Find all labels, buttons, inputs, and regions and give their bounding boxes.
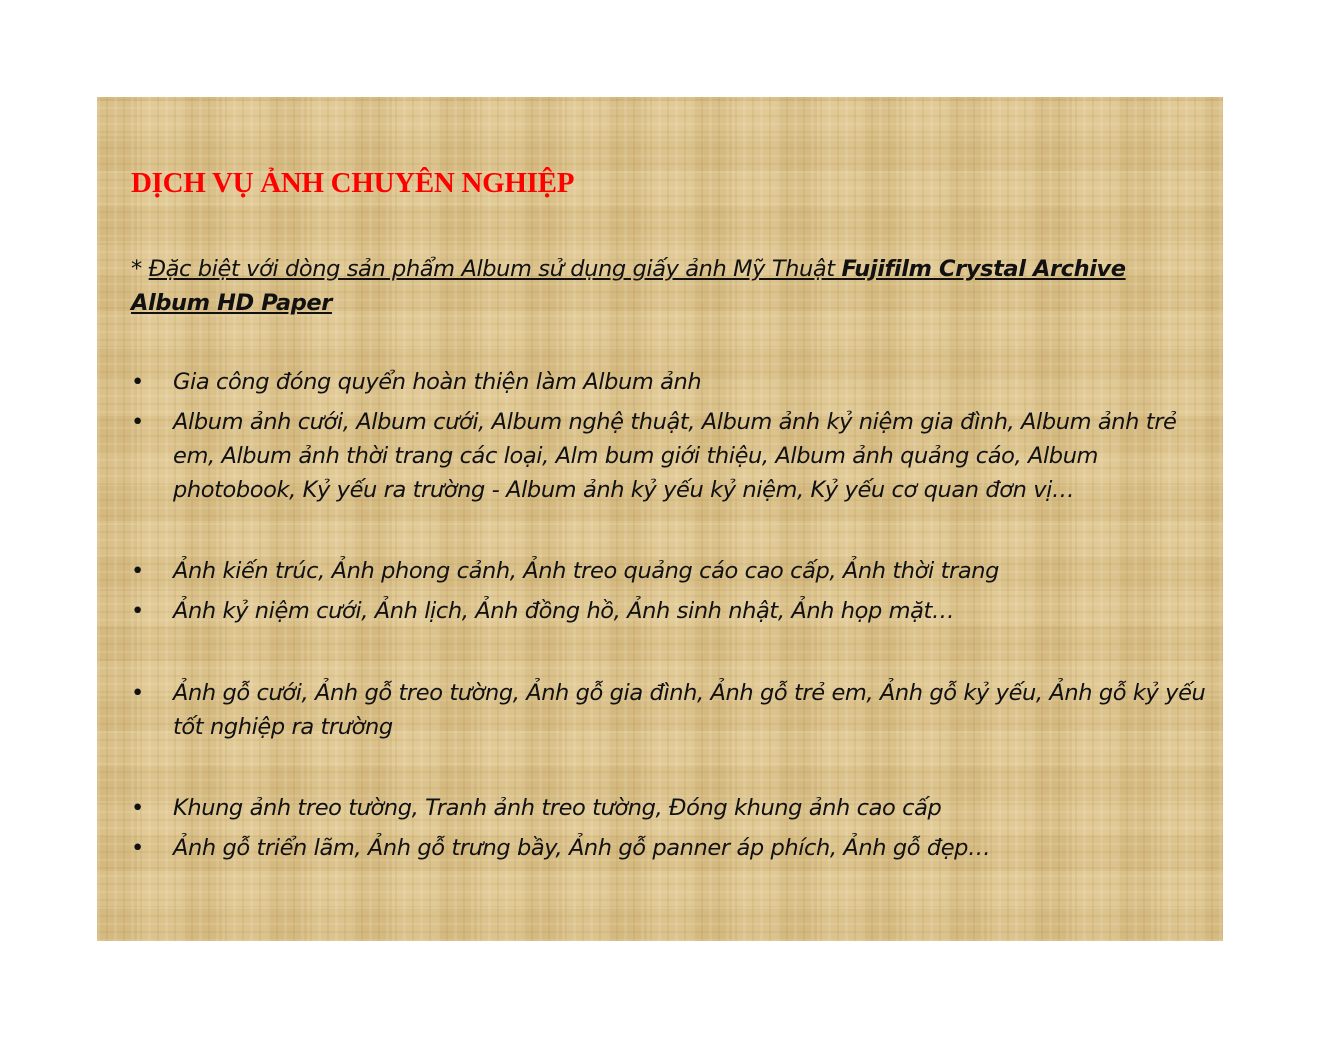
bullet-icon: • (131, 598, 144, 624)
intro-underlined-text: Đặc biệt với dòng sản phẩm Album sử dụng giấy ảnh Mỹ Thuật (148, 256, 842, 282)
list-item-text: Album ảnh cưới, Album cưới, Album nghệ thuật, Album ảnh kỷ niệm gia đình, Album ảnh trẻ em, Album ảnh thời trang các loại, Alm bum giới thiệu, Album ảnh quảng cáo, Album photobook, Kỷ yếu ra trường - Album ảnh kỷ yếu kỷ niệm, Kỷ yếu cơ quan đơn vị… (173, 409, 1177, 503)
bullet-icon: • (131, 795, 144, 821)
list-item-text: Gia công đóng quyển hoàn thiện làm Album ảnh (173, 369, 702, 395)
bullet-icon: • (131, 835, 144, 861)
bullet-icon: • (131, 680, 144, 706)
list-item (131, 365, 1211, 399)
intro-bold-text: Fujifilm Crystal Archive Album HD Paper (131, 256, 1126, 316)
list-item-text: Ảnh gỗ triển lãm, Ảnh gỗ trưng bầy, Ảnh gỗ panner áp phích, Ảnh gỗ đẹp… (173, 835, 991, 861)
list-item (131, 405, 1211, 507)
intro-prefix: * (131, 256, 149, 282)
bullet-icon: • (131, 409, 144, 435)
slide-panel (97, 97, 1223, 941)
bullet-icon: • (131, 558, 144, 584)
list-item-text: Ảnh gỗ cưới, Ảnh gỗ treo tường, Ảnh gỗ gia đình, Ảnh gỗ trẻ em, Ảnh gỗ kỷ yếu, Ảnh gỗ kỷ yếu tốt nghiệp ra trường (173, 680, 1206, 740)
list-item-text: Ảnh kỷ niệm cưới, Ảnh lịch, Ảnh đồng hồ, Ảnh sinh nhật, Ảnh họp mặt… (173, 598, 955, 624)
list-item (131, 676, 1211, 744)
page-title: DỊCH VỤ ẢNH CHUYÊN NGHIỆP (131, 167, 575, 199)
list-item (131, 594, 1211, 628)
list-item (131, 831, 1211, 865)
list-item-text: Khung ảnh treo tường, Tranh ảnh treo tường, Đóng khung ảnh cao cấp (173, 795, 942, 821)
list-item (131, 791, 1211, 825)
list-item (131, 554, 1211, 588)
intro-paragraph (131, 252, 1191, 320)
list-item-text: Ảnh kiến trúc, Ảnh phong cảnh, Ảnh treo quảng cáo cao cấp, Ảnh thời trang (173, 558, 999, 584)
bullet-icon: • (131, 369, 144, 395)
